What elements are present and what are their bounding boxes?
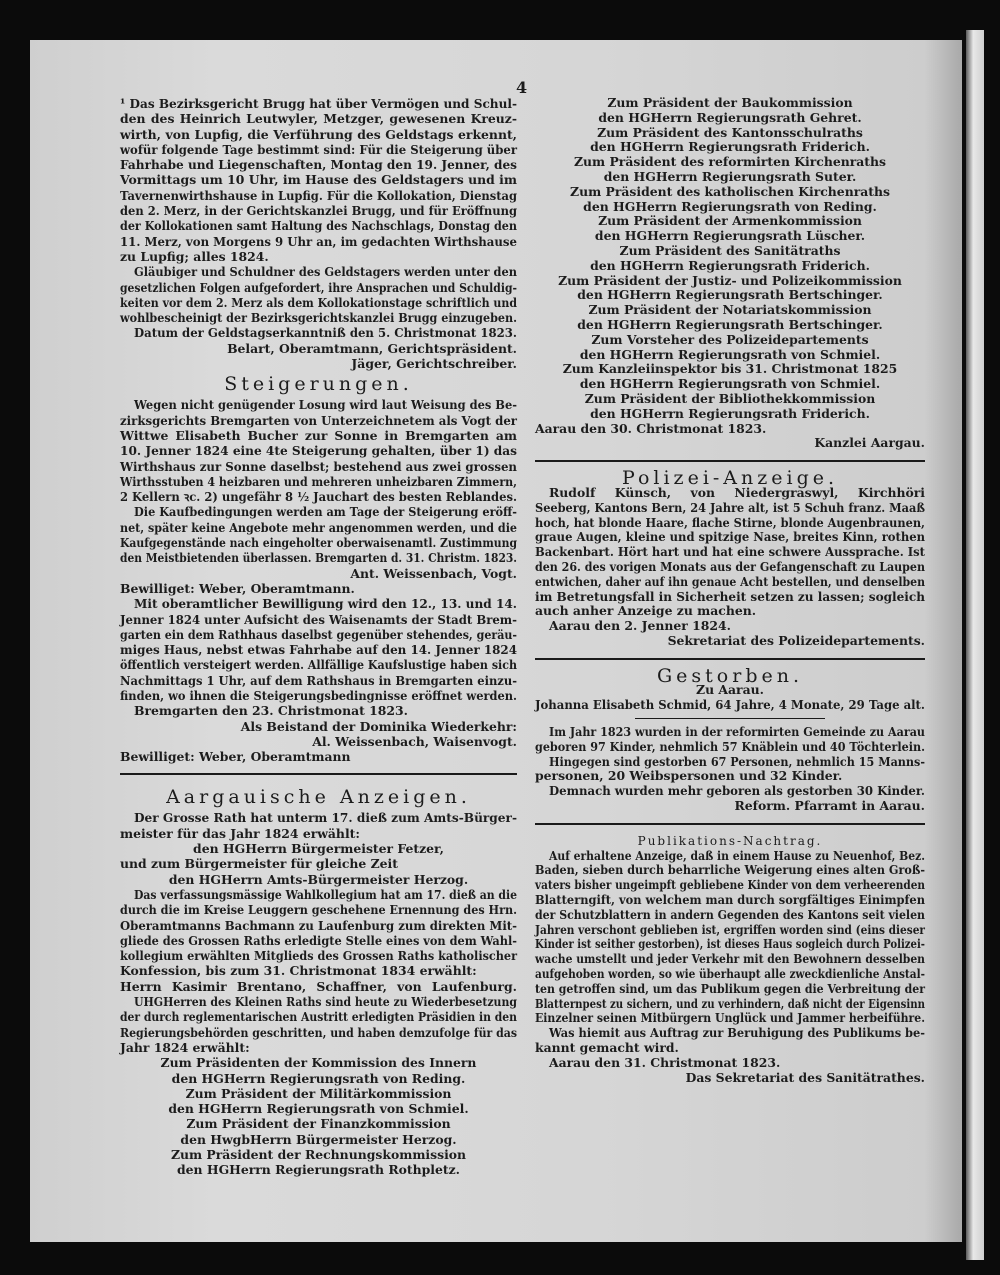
line-text: den 26. des vorigen Monats aus der Gefangenschaft zu Laupen (535, 558, 925, 574)
line-text: Die Kaufbedingungen werden am Tage der Steigerung eröff- (134, 504, 517, 520)
line-text: geboren 97 Kinder, nehmlich 57 Knäblein und 40 Töchterlein. (535, 738, 925, 754)
line-text: den HGHerrn Amts-Bürgermeister Herzog. (168, 871, 469, 887)
line-text: aufgehoben worden, so wie überhaupt alle zweckdienliche Anstal- (535, 966, 925, 982)
line-text: den des Heinrich Leutwyler, Metzger, gewesenen Kreuz- (120, 111, 517, 127)
line-text: gesetzlichen Folgen aufgefordert, ihre Ansprachen und Schuldig- (120, 279, 517, 295)
text-line (120, 443, 517, 458)
line-text: den HGHerrn Regierungsrath Bertschinger. (577, 316, 883, 332)
text-line (535, 244, 925, 259)
line-text: UHGHerren des Kleinen Raths sind heute zu Wiederbesetzung (134, 994, 517, 1010)
line-text: graue Augen, kleine und spitzige Nase, breites Kinn, rothen (535, 529, 925, 545)
line-text: den HGHerrn Regierungsrath Bertschinger. (577, 287, 883, 303)
line-text: Zum Präsident der Finanzkommission (186, 1116, 451, 1132)
text-line (535, 501, 925, 516)
line-text: zu Lupfig; alles 1824. (120, 248, 269, 264)
line-text: auch anher Anzeige zu machen. (535, 603, 757, 619)
line-text: Zum Präsident des katholischen Kirchenraths (570, 183, 890, 199)
text-line (120, 566, 517, 581)
line-text: Aarau den 31. Christmonat 1823. (549, 1054, 781, 1070)
section-heading (535, 467, 925, 490)
text-line (120, 203, 517, 218)
text-line (120, 810, 517, 825)
line-text: Jahr 1824 erwählt: (120, 1039, 250, 1055)
text-line (535, 619, 925, 634)
line-text: Einzelner seinen Mitbürgern Unglück und Jammer herbeiführe. (535, 1010, 925, 1026)
line-text: den HGHerrn Bürgermeister Fetzer, (193, 841, 444, 857)
text-line (120, 489, 517, 504)
line-text: Kaufgegenstände nach eingeholter oberwaisenamtl. Zustimmung (120, 535, 517, 551)
line-text: Herrn Kasimir Brentano, Schaffner, von Laufenburg. (120, 978, 517, 994)
text-line (120, 1025, 517, 1040)
text-line (120, 249, 517, 264)
text-line (535, 755, 925, 770)
line-text: 2 Kellern ꝛc. 2) ungefähr 8 ½ Jauchart des besten Reblandes. (120, 489, 517, 505)
line-text: Konfession, bis zum 31. Christmonat 1834 erwählt: (120, 963, 477, 979)
line-text: Zum Präsident der Militärkommission (185, 1085, 452, 1101)
text-line (120, 1086, 517, 1101)
text-line (535, 545, 925, 560)
line-text: Regierungsbehörden geschritten, und haben demzufolge für das (120, 1024, 517, 1040)
text-line (120, 703, 517, 718)
line-text: Baden, sieben durch beharrliche Weigerung eines alten Groß- (535, 862, 925, 878)
section-heading (120, 371, 517, 397)
text-line (120, 1009, 517, 1024)
line-text: Wittwe Elisabeth Bucher zur Sonne in Bremgarten am (120, 427, 517, 443)
line-text: Blatterngift, von welchem man durch sorgfältiges Einimpfen (535, 892, 925, 908)
line-text: wofür folgende Tage bestimmt sind: Für die Steigerung über (120, 141, 517, 157)
text-line (120, 96, 517, 111)
text-line (120, 474, 517, 489)
line-text: Bewilliget: Weber, Oberamtmann (120, 749, 351, 765)
line-text: net, später keine Angebote mehr angenommen werden, und die (120, 519, 517, 535)
text-line (120, 581, 517, 596)
text-line (120, 157, 517, 172)
line-text: Gläubiger und Schuldner des Geldstagers werden unter den (134, 264, 517, 280)
text-line (535, 997, 925, 1012)
line-text: den HGHerrn Regierungsrath Lüscher. (594, 228, 866, 244)
text-line (535, 407, 925, 422)
text-line (535, 725, 925, 740)
line-text: Rudolf Künsch, von Niedergraswyl, Kirchhöri (549, 484, 925, 500)
text-line (120, 397, 517, 412)
text-line (535, 634, 925, 649)
line-text: vaters bisher ungeimpft gebliebene Kinder von dem verheerenden (535, 877, 925, 893)
line-text: den HGHerrn Regierungsrath Friderich. (590, 257, 870, 273)
text-line (120, 948, 517, 963)
line-text: personen, 20 Weibspersonen und 32 Kinder. (535, 768, 843, 784)
line-text: Seeberg, Kantons Bern, 24 Jahre alt, ist 5 Schuh franz. Maaß (535, 499, 925, 515)
next-page-edge (966, 30, 984, 1260)
text-line (535, 348, 925, 363)
text-line (535, 516, 925, 531)
text-line (120, 1147, 517, 1162)
line-text: Als Beistand der Dominika Wiederkehr: (240, 718, 517, 734)
text-line (120, 280, 517, 295)
line-text: Polizei-Anzeige. (621, 467, 839, 490)
divider-rule (535, 814, 925, 834)
divider-rule (120, 764, 517, 784)
line-text: Zum Präsidenten der Kommission des Innern (160, 1055, 477, 1071)
line-text: durch die im Kreise Leuggern geschehene Ernennung des Hrn. (120, 902, 517, 918)
line-text: Zum Präsident des Kantonsschulraths (597, 124, 863, 140)
text-line (535, 878, 925, 893)
line-text: meister für das Jahr 1824 erwählt: (120, 825, 360, 841)
section-heading (535, 834, 925, 849)
line-text: Zum Präsident des Sanitätraths (619, 242, 841, 258)
text-line (535, 560, 925, 575)
text-line (535, 486, 925, 501)
text-line (120, 1055, 517, 1070)
text-line (535, 185, 925, 200)
text-line (535, 590, 925, 605)
text-line (535, 1011, 925, 1026)
line-text: Belart, Oberamtmann, Gerichtspräsident. (227, 340, 517, 356)
line-text: im Betretungsfall in Sicherheit setzen zu lassen; sogleich (535, 588, 925, 604)
line-text: Tavernenwirthshause in Lupfig. Für die Kollokation, Dienstag (120, 187, 517, 203)
text-line (535, 214, 925, 229)
text-line (120, 234, 517, 249)
text-line (535, 170, 925, 185)
line-text: gliede des Grossen Raths erledigte Stelle eines von dem Wahl- (120, 932, 517, 948)
line-text: der durch reglementarischen Austritt erledigten Präsidien in den (120, 1009, 517, 1025)
line-text: den HGHerrn Regierungsrath Gehret. (598, 109, 862, 125)
line-text: Zu Aarau. (696, 682, 764, 698)
line-text: zirksgerichts Bremgarten von Unterzeichnetem als Vogt der (120, 412, 517, 428)
line-text: den HGHerrn Regierungsrath Friderich. (590, 405, 870, 421)
line-text: Aargauische Anzeigen. (166, 786, 471, 809)
text-line (120, 627, 517, 642)
line-text: Zum Präsident der Baukommission (607, 95, 853, 110)
text-line (120, 826, 517, 841)
text-line (120, 887, 517, 902)
text-line (535, 952, 925, 967)
line-text: Im Jahr 1823 wurden in der reformirten Gemeinde zu Aarau (549, 724, 925, 740)
line-text: Das Sekretariat des Sanitätrathes. (685, 1069, 925, 1085)
text-line (120, 535, 517, 550)
text-line (120, 1162, 517, 1177)
text-line (120, 1101, 517, 1116)
text-line (120, 841, 517, 856)
line-text: den Meistbietenden überlassen. Bremgarten d. 31. Christm. 1823. (120, 550, 517, 566)
line-text: Zum Präsident der Justiz- und Polizeikommission (558, 272, 902, 288)
line-text: keiten vor dem 2. Merz als dem Kollokationstage schriftlich und (120, 294, 517, 310)
text-line (120, 1116, 517, 1131)
text-line (535, 111, 925, 126)
line-text: Wegen nicht genügender Losung wird laut Weisung des Be- (134, 397, 517, 413)
text-line (535, 784, 925, 799)
text-line (120, 127, 517, 142)
line-text: Oberamtmanns Bachmann zu Laufenburg zum direkten Mit- (120, 917, 517, 933)
text-line (535, 575, 925, 590)
line-text: den HGHerrn Regierungsrath von Reding. (583, 198, 877, 214)
text-line (120, 520, 517, 535)
text-line (120, 459, 517, 474)
text-line (120, 749, 517, 764)
line-text: wohlbescheinigt der Bezirksgerichtskanzlei Brugg einzugeben. (120, 310, 517, 326)
line-text: Demnach wurden mehr geboren als gestorben 30 Kinder. (549, 783, 925, 799)
line-text: Zum Kanzleiinspektor bis 31. Christmonat 1825 (562, 361, 898, 377)
text-line (535, 96, 925, 111)
line-text: Aarau den 30. Christmonat 1823. (535, 420, 767, 436)
line-text: Hingegen sind gestorben 67 Personen, nehmlich 15 Manns- (549, 753, 925, 769)
line-text: den HGHerrn Regierungsrath von Schmiel. (168, 1101, 469, 1117)
line-text: Der Grosse Rath hat unterm 17. dieß zum Amts-Bürger- (134, 810, 517, 826)
line-text: Reform. Pfarramt in Aarau. (734, 798, 925, 814)
line-text: Wirthsstuben 4 heizbaren und mehreren unheizbaren Zimmern, (120, 473, 517, 489)
line-text: 11. Merz, von Morgens 9 Uhr an, im gedachten Wirthshause (120, 233, 517, 249)
line-text: der Schutzblattern in andern Gegenden des Kantons seit vielen (535, 906, 925, 922)
line-text: Datum der Geldstagserkanntniß den 5. Christmonat 1823. (134, 325, 517, 341)
line-text: Bremgarten den 23. Christmonat 1823. (134, 703, 408, 719)
line-text: ¹ Das Bezirksgericht Brugg hat über Vermögen und Schul- (120, 96, 517, 111)
text-line (535, 937, 925, 952)
text-line (535, 1026, 925, 1041)
line-text: garten ein dem Rathhaus daselbst gegenüber stehendes, geräu- (120, 626, 517, 642)
text-line (120, 719, 517, 734)
line-text: Mit oberamtlicher Bewilligung wird den 12., 13. und 14. (134, 596, 517, 612)
text-line (120, 413, 517, 428)
text-line (535, 849, 925, 864)
text-line (535, 155, 925, 170)
text-line (120, 188, 517, 203)
line-text: Zum Präsident der Armenkommission (598, 213, 862, 229)
section-heading (535, 664, 925, 687)
text-line (120, 504, 517, 519)
text-line (120, 963, 517, 978)
text-line (120, 933, 517, 948)
left-column (120, 96, 517, 1178)
line-text: wache umstellt und jeder Verkehr mit den Bewohnern desselben (535, 951, 925, 967)
line-text: wirth, von Lupfig, die Verführung des Geldstags erkennt, (120, 126, 517, 142)
line-text: Publikations-Nachtrag. (637, 833, 823, 848)
text-line (535, 377, 925, 392)
text-line (535, 967, 925, 982)
text-line (120, 356, 517, 371)
text-line (535, 908, 925, 923)
line-text: Vormittags um 10 Uhr, im Hause des Geldstagers und im (120, 172, 517, 188)
line-text: Johanna Elisabeth Schmid, 64 Jahre, 4 Monate, 29 Tage alt. (535, 697, 925, 713)
line-text: den 2. Merz, in der Gerichtskanzlei Brugg, und für Eröffnung (120, 203, 517, 219)
text-line (535, 362, 925, 377)
text-line (120, 142, 517, 157)
text-line (535, 259, 925, 274)
text-line (120, 172, 517, 187)
text-line (535, 799, 925, 814)
line-text: miges Haus, nebst etwas Fahrhabe auf den 14. Jenner 1824 (120, 642, 517, 658)
line-text: Jenner 1824 unter Aufsicht des Waisenamts der Stadt Brem- (120, 611, 517, 627)
line-text: Kanzlei Aargau. (814, 435, 925, 451)
text-line (120, 341, 517, 356)
page-number: 4 (516, 78, 528, 97)
text-line (120, 325, 517, 340)
line-text: finden, wo ihnen die Steigerungsbedingnisse eröffnet werden. (120, 687, 517, 703)
text-line (535, 740, 925, 755)
text-line (120, 612, 517, 627)
text-line (120, 994, 517, 1009)
line-text: Al. Weissenbach, Waisenvogt. (312, 733, 517, 749)
line-text: Steigerungen. (224, 373, 413, 396)
line-text: Zum Präsident der Notariatskommission (588, 302, 872, 318)
line-text: ten getroffen sind, um das Publikum gegen die Verbreitung der (535, 980, 925, 996)
line-text: Jahren verschont geblieben ist, ergriffen worden sind (eins dieser (535, 921, 925, 937)
text-line (535, 683, 925, 698)
text-line (120, 642, 517, 657)
line-text: Backenbart. Hört hart und hat eine schwere Aussprache. Ist (535, 544, 925, 560)
text-line (535, 604, 925, 619)
right-column (535, 96, 925, 1085)
text-line (535, 333, 925, 348)
text-line (120, 918, 517, 933)
line-text: den HGHerrn Regierungsrath von Schmiel. (579, 376, 881, 392)
line-text: entwichen, daher auf ihn genaue Acht bestellen, und denselben (535, 573, 925, 589)
text-line (535, 1056, 925, 1071)
line-text: den HGHerrn Regierungsrath von Schmiel. (579, 346, 881, 362)
line-text: Zum Präsident der Bibliothekkommission (584, 390, 876, 406)
text-line (120, 596, 517, 611)
text-line (535, 863, 925, 878)
line-text: Jäger, Gerichtschreiber. (351, 356, 517, 372)
text-line (120, 734, 517, 749)
text-line (120, 872, 517, 887)
line-text: 10. Jenner 1824 eine 4te Steigerung gehalten, über 1) das (120, 443, 517, 459)
text-line (535, 140, 925, 155)
text-line (120, 550, 517, 565)
text-line (535, 769, 925, 784)
line-text: den HGHerrn Regierungsrath von Reding. (171, 1070, 466, 1086)
text-line (535, 923, 925, 938)
line-text: Aarau den 2. Jenner 1824. (549, 618, 731, 634)
line-text: den HGHerrn Regierungsrath Friderich. (590, 139, 870, 155)
line-text: den HGHerrn Regierungsrath Rothpletz. (177, 1162, 460, 1178)
line-text: Auf erhaltene Anzeige, daß in einem Hause zu Neuenhof, Bez. (549, 847, 925, 863)
line-text: Blatternpest zu sichern, und zu verhindern, daß nicht der Eigensinn (535, 995, 925, 1011)
text-line (120, 688, 517, 703)
text-line (535, 318, 925, 333)
line-text: Bewilliget: Weber, Oberamtmann. (120, 580, 355, 596)
text-line (535, 436, 925, 451)
line-text: Zum Präsident des reformirten Kirchenraths (574, 154, 886, 170)
line-text: Gestorben. (656, 664, 803, 687)
text-line (120, 218, 517, 233)
line-text: Kinder ist seither gestorben), ist dieses Haus sogleich durch Polizei- (535, 936, 925, 952)
text-line (120, 979, 517, 994)
line-text: den HGHerrn Regierungsrath Suter. (603, 168, 857, 184)
text-line (120, 856, 517, 871)
text-line (535, 1071, 925, 1086)
text-line (535, 288, 925, 303)
text-line (120, 264, 517, 279)
text-line (120, 1071, 517, 1086)
text-line (120, 1132, 517, 1147)
text-line (120, 1040, 517, 1055)
line-text: öffentlich versteigert werden. Allfällige Kaufslustige haben sich (120, 657, 517, 673)
line-text: Fahrhabe und Liegenschaften, Montag den 19. Jenner, des (120, 157, 517, 173)
line-text: kannt gemacht wird. (535, 1040, 679, 1056)
text-line (535, 392, 925, 407)
line-text: hoch, hat blonde Haare, flache Stirne, blonde Augenbraunen, (535, 514, 925, 530)
text-line (120, 657, 517, 672)
line-text: Sekretariat des Polizeidepartements. (667, 632, 925, 648)
line-text: Das verfassungsmässige Wahlkollegium hat am 17. dieß an die (134, 886, 517, 902)
text-line (535, 982, 925, 997)
text-line (535, 530, 925, 545)
text-line (535, 1041, 925, 1056)
line-text: Wirthshaus zur Sonne daselbst; bestehend aus zwei grossen (120, 458, 517, 474)
line-text: der Kollokationen samt Haltung des Nachschlags, Donstag den (120, 218, 517, 234)
line-text: den HwgbHerrn Bürgermeister Herzog. (180, 1131, 457, 1147)
text-line (120, 902, 517, 917)
text-line (120, 310, 517, 325)
text-line (535, 422, 925, 437)
line-text: und zum Bürgermeister für gleiche Zeit (120, 856, 398, 872)
line-text: Zum Präsident der Rechnungskommission (170, 1147, 467, 1162)
line-text: Was hiemit aus Auftrag zur Beruhigung des Publikums be- (549, 1025, 925, 1041)
text-line (120, 673, 517, 688)
line-text: Zum Vorsteher des Polizeidepartements (591, 331, 869, 347)
text-line (535, 698, 925, 713)
line-text: Nachmittags 1 Uhr, auf dem Rathshaus in Bremgarten einzu- (120, 672, 517, 688)
text-line (535, 893, 925, 908)
text-line (120, 428, 517, 443)
line-text: kollegium erwählten Mitglieds des Grossen Raths katholischer (120, 948, 517, 964)
text-line (120, 295, 517, 310)
text-line (535, 229, 925, 244)
line-text: Ant. Weissenbach, Vogt. (350, 565, 517, 581)
text-line (535, 303, 925, 318)
text-line (535, 200, 925, 215)
section-heading (120, 784, 517, 810)
text-line (535, 126, 925, 141)
text-line (120, 111, 517, 126)
text-line (535, 274, 925, 289)
